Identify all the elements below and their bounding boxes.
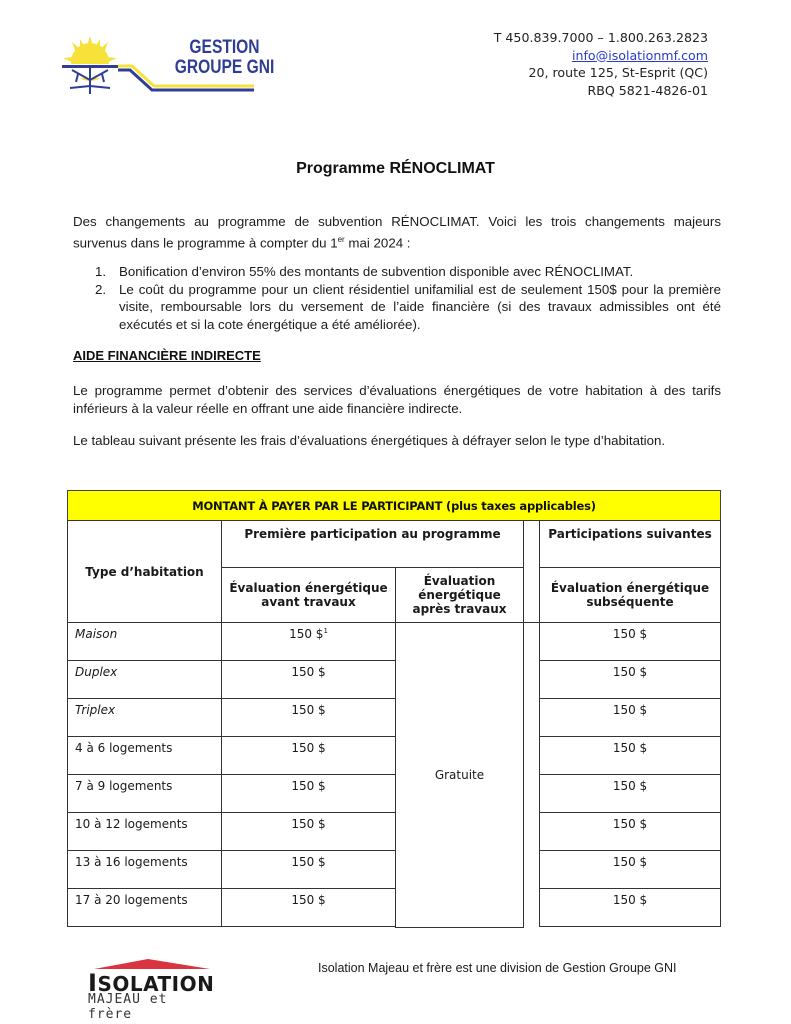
- row-subsequent-cell-text: 150 $: [612, 817, 648, 831]
- list-text: Bonification d’environ 55% des montants de subvention disponible avec RÉNOCLIMAT.: [119, 264, 634, 279]
- after-works-value: Gratuite: [434, 768, 485, 782]
- row-subsequent-cell-text: 150 $: [612, 855, 648, 869]
- list-number: 1.: [95, 264, 107, 279]
- row-before-cell-text: 150 $: [291, 703, 326, 717]
- gestion-groupe-gni-logo: [58, 30, 275, 100]
- row-type-cell: [67, 812, 222, 851]
- row-subsequent-cell-text: 150 $: [612, 741, 648, 755]
- intro-paragraph: [73, 213, 721, 251]
- row-subsequent-cell: [539, 622, 721, 661]
- row-subsequent-cell: [539, 736, 721, 775]
- row-before-cell: [221, 812, 396, 851]
- table-banner: MONTANT À PAYER PAR LE PARTICIPANT (plus taxes applicables): [67, 490, 721, 521]
- isolation-initial: I: [88, 969, 98, 997]
- row-before-cell-text: 150 $: [291, 665, 326, 679]
- row-before-cell: [221, 850, 396, 889]
- contact-email-link[interactable]: info@isolationmf.com: [571, 47, 708, 63]
- row-type-cell: [67, 622, 222, 661]
- isolation-majeau-logo: [88, 955, 220, 1022]
- row-type-cell: [67, 698, 222, 737]
- row-before-cell: [221, 698, 396, 737]
- header-after-label: Évaluation énergétique après travaux: [412, 574, 507, 616]
- row-type-cell-text: 17 à 20 logements: [75, 893, 188, 907]
- header-type: [67, 520, 222, 623]
- contact-block: [494, 29, 708, 99]
- header-subsequent: [539, 567, 721, 623]
- row-before-cell: [221, 622, 396, 661]
- header-before: [221, 567, 396, 623]
- logo-wordmark: [163, 38, 286, 78]
- row-before-cell-text: 150 $: [291, 893, 326, 907]
- row-before-cell-text: 150 $: [291, 855, 326, 869]
- row-before-cell-text: 150 $: [291, 817, 326, 831]
- contact-rbq: RBQ 5821-4826-01: [587, 82, 708, 98]
- header-group-first-label: Première participation au programme: [244, 527, 501, 541]
- row-before-cell-text: 150 $: [291, 779, 326, 793]
- row-subsequent-cell-text: 150 $: [612, 779, 648, 793]
- spacer-column: [523, 520, 540, 623]
- header-group-next-label: Participations suivantes: [548, 527, 712, 541]
- row-type-cell: [67, 774, 222, 813]
- row-type-cell-text: 10 à 12 logements: [75, 817, 188, 831]
- row-type-cell: [67, 850, 222, 889]
- row-subsequent-cell-text: 150 $: [612, 665, 648, 679]
- header-before-label: Évaluation énergétique avant travaux: [229, 581, 388, 609]
- row-subsequent-cell-text: 150 $: [612, 703, 648, 717]
- row-subsequent-cell: [539, 698, 721, 737]
- footnote-marker: 1: [323, 627, 328, 635]
- changes-list: [95, 263, 721, 333]
- row-type-cell-text: 13 à 16 logements: [75, 855, 188, 869]
- page-title: Programme RÉNOCLIMAT: [296, 160, 495, 177]
- row-subsequent-cell-text: 150 $: [612, 627, 648, 641]
- header-group-next: [539, 520, 721, 568]
- section-heading: AIDE FINANCIÈRE INDIRECTE: [73, 348, 261, 363]
- contact-phone: T 450.839.7000 – 1.800.263.2823: [493, 30, 708, 45]
- row-type-cell: [67, 660, 222, 699]
- row-subsequent-cell-text: 150 $: [612, 893, 648, 907]
- header-type-label: Type d’habitation: [85, 564, 204, 579]
- table-intro-paragraph: Le tableau suivant présente les frais d’évaluations énergétiques à défrayer selon le type d’habitation.: [73, 433, 666, 448]
- contact-address: 20, route 125, St-Esprit (QC): [528, 65, 708, 80]
- intro-text-end: mai 2024 :: [344, 234, 411, 250]
- row-subsequent-cell: [539, 888, 721, 927]
- header-group-first: [221, 520, 524, 568]
- intro-text: Des changements au programme de subvention RÉNOCLIMAT. Voici les trois changements majeurs survenus dans le programme à compter du 1: [73, 214, 721, 250]
- row-type-cell-text: 4 à 6 logements: [75, 741, 173, 755]
- row-before-cell: [221, 774, 396, 813]
- row-before-cell: [221, 736, 396, 775]
- list-number: 2.: [95, 281, 107, 297]
- header-after: [395, 567, 524, 623]
- row-type-cell-text: Maison: [75, 627, 118, 641]
- row-before-cell: [221, 888, 396, 927]
- footer-text: Isolation Majeau et frère est une division de Gestion Groupe GNI: [318, 961, 677, 975]
- row-subsequent-cell: [539, 774, 721, 813]
- list-item: [95, 281, 721, 334]
- row-before-cell: [221, 660, 396, 699]
- row-subsequent-cell: [539, 812, 721, 851]
- majeau-wordmark: MAJEAU et frère: [88, 992, 168, 1022]
- row-type-cell: [67, 736, 222, 775]
- row-before-cell-text: 150 $: [289, 627, 324, 641]
- row-type-cell: [67, 888, 222, 927]
- row-type-cell-text: 7 à 9 logements: [75, 779, 173, 793]
- row-before-cell-text: 150 $: [291, 741, 326, 755]
- row-subsequent-cell: [539, 850, 721, 889]
- header-subsequent-label: Évaluation énergétique subséquente: [550, 581, 710, 609]
- after-works-merged-cell: [395, 622, 524, 928]
- row-type-cell-text: Triplex: [75, 703, 116, 717]
- logo-line-gestion: GESTION: [189, 37, 260, 58]
- logo-line-groupe-gni: GROUPE GNI: [174, 57, 275, 78]
- list-item: [95, 263, 721, 281]
- description-paragraph: Le programme permet d’obtenir des services d’évaluations énergétiques de votre habitation à des tarifs inférieurs à la valeur réelle en offrant une aide financière indirecte.: [73, 383, 721, 416]
- intro-superscript: er: [337, 234, 345, 244]
- isolation-word: SOLATION: [97, 972, 215, 996]
- row-type-cell-text: Duplex: [75, 665, 118, 679]
- list-text: Le coût du programme pour un client résidentiel unifamilial est de seulement 150$ pour la première visite, remboursable lors du versement de l’aide financière (si des travaux admissibles ont été exécutés et si la cote énergétique a été améliorée).: [119, 281, 721, 332]
- row-subsequent-cell: [539, 660, 721, 699]
